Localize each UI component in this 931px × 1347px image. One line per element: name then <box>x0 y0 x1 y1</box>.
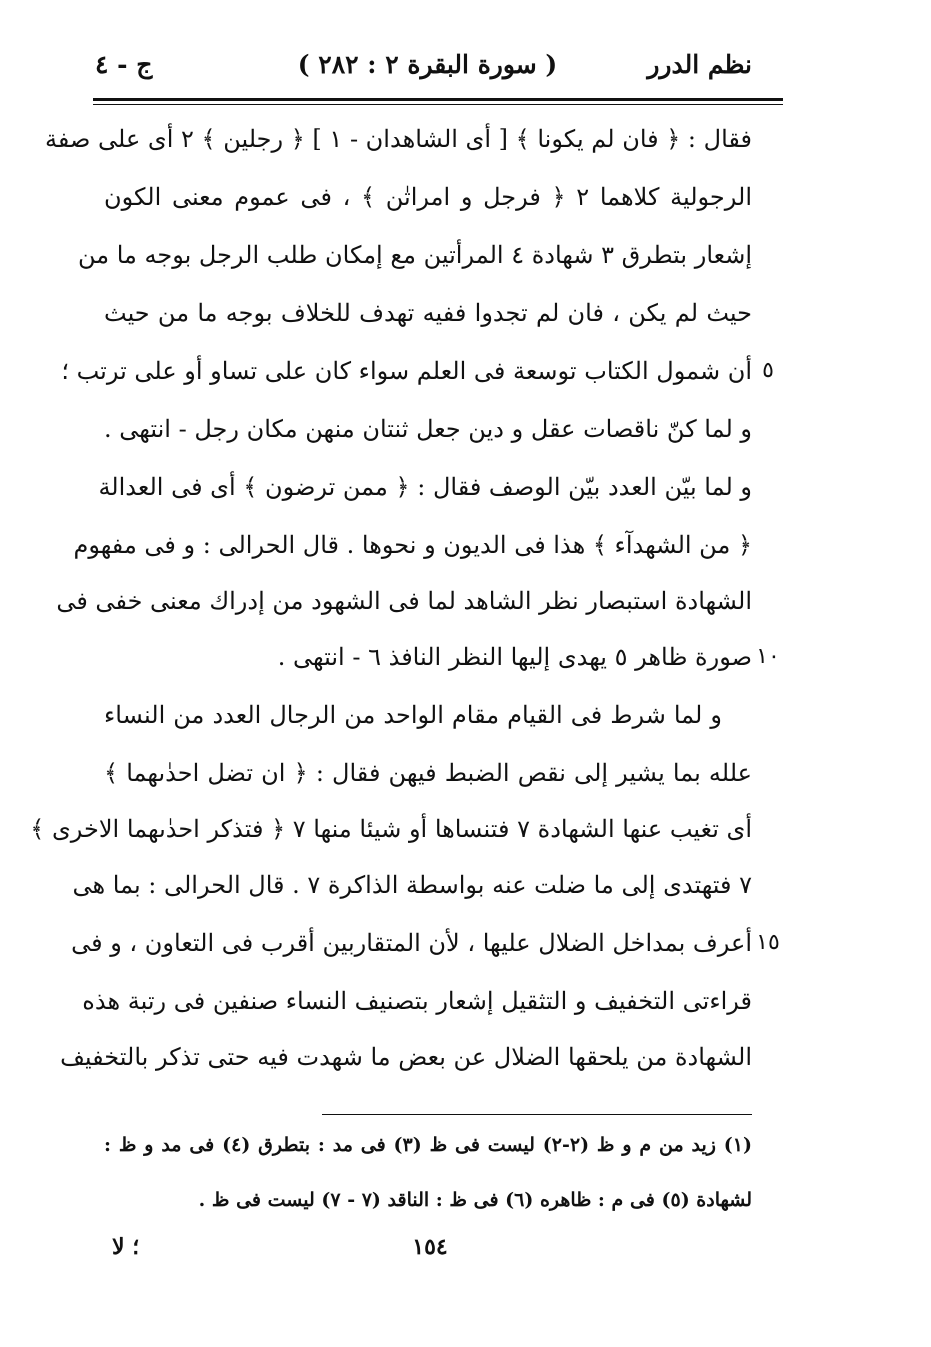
running-header <box>95 44 760 88</box>
page-number: ١٥٤ <box>412 1234 448 1260</box>
text-line: الشهادة من يلحقها الضلال عن بعض ما شهدت فيه حتى تذكر بالتخفيف <box>60 1043 752 1071</box>
text-line: إشعار بتطرق ٣ شهادة ٤ المرأتين مع إمكان طلب الرجل بوجه ما من <box>77 241 752 269</box>
line-number: ١٠ <box>756 644 780 669</box>
line-number: ٥ <box>762 358 774 383</box>
text-line: و لما بيّن العدد بيّن الوصف فقال : ﴿ ممن ترضون ﴾ أى فى العدالة <box>98 473 752 501</box>
text-line: أعرف بمداخل الضلال عليها ، لأن المتقاربين أقرب فى التعاون ، و فى <box>71 929 752 957</box>
footnote-rule <box>322 1114 752 1115</box>
book-title: نظم الدرر <box>647 50 752 79</box>
surah-reference: ( سورة البقرة ٢ : ٢٨٢ ) <box>297 50 558 79</box>
catchword: ؛ لا <box>112 1234 140 1260</box>
footnote-line: (١) زيد من م و ظ (٢-٢) ليست فى ظ (٣) فى مد : بتطرق (٤) فى مد و ظ : <box>104 1134 752 1156</box>
text-line: ﴿ من الشهدآء ﴾ هذا فى الديون و نحوها . قال الحرالى : و فى مفهوم <box>73 531 752 559</box>
text-line: صورة ظاهر ٥ يهدى إليها النظر النافذ ٦ - انتهى . <box>277 643 752 671</box>
header-rule-thick <box>93 98 783 101</box>
line-number: ١٥ <box>756 930 780 955</box>
text-line: و لما شرط فى القيام مقام الواحد من الرجال العدد من النساء <box>104 701 722 729</box>
volume-number: ج - ٤ <box>95 50 153 79</box>
footnote-line: لشهادة (٥) فى م : ظاهره (٦) فى ظ : الناقد (٧ - ٧) ليست فى ظ . <box>198 1189 752 1211</box>
text-line: الرجولية كلاهما ٢ ﴿ فرجل و امراتٰن ﴾ ، فى عموم معنى الكون <box>104 183 752 211</box>
text-line: أن شمول الكتاب توسعة فى العلم سواء كان على تساو أو على ترتب ؛ <box>61 357 752 385</box>
text-line: أى تغيب عنها الشهادة ٧ فتنساها أو شيئا منها ٧ ﴿ فتذكر احدٰىهما الاخرى ﴾ <box>30 815 752 843</box>
text-line: حيث لم يكن ، فان لم تجدوا ففيه تهدف للخلاف بوجه ما من حيث <box>104 299 752 327</box>
text-line: فقال : ﴿ فان لم يكونا ﴾ [ أى الشاهدان - ١ ] ﴿ رجلين ﴾ ٢ أى على صفة <box>45 125 752 153</box>
text-line: ٧ فتهتدى إلى ما ضلت عنه بواسطة الذاكرة ٧ . قال الحرالى : بما هى <box>72 871 752 899</box>
header-rule-thin <box>93 104 783 105</box>
text-line: علله بما يشير إلى نقص الضبط فيهن فقال : ﴿ ان تضل احدٰىهما ﴾ <box>104 759 752 787</box>
text-line: قراءتى التخفيف و التثقيل إشعار بتصنيف النساء صنفين فى رتبة هذه <box>82 987 752 1015</box>
text-line: الشهادة استبصار نظر الشاهد لما فى الشهود من إدراك معنى خفى فى <box>56 587 752 615</box>
text-line: و لما كنّ ناقصات عقل و دين جعل ثنتان منهن مكان رجل - انتهى . <box>104 415 752 443</box>
